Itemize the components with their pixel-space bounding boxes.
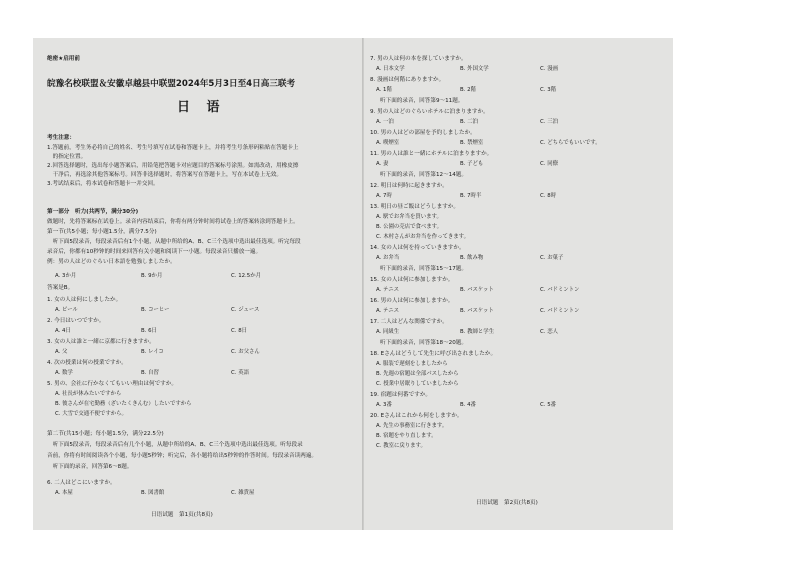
part1-line: 例：男の人はどのぐらい日本語を勉強しましたか。 — [47, 259, 176, 265]
question-stem: 14. 女の人は何を持っていきますか。 — [370, 245, 465, 251]
page-footer-1: 日语试题 第1页(共8页) — [151, 512, 213, 518]
answer-option: A. 社長が休みたいですから — [55, 391, 122, 397]
notes-title: 考生注意： — [47, 135, 75, 141]
example-option: B. 9か月 — [141, 273, 163, 279]
answer-option: B. 子ども — [460, 161, 484, 167]
answer-option: B. 教師と学生 — [460, 329, 495, 335]
answer-option: A. 先生の事務室に行きます。 — [376, 423, 448, 429]
question-stem: 17. 二人はどんな関係ですか。 — [370, 319, 448, 325]
answer-option: B. 自習 — [141, 370, 159, 376]
section-instruction: 听下面的录音，回答第12～14题。 — [380, 172, 467, 178]
exam-title: 皖豫名校联盟＆安徽卓越县中联盟2024年5月3日至4日高三联考 — [47, 79, 296, 89]
answer-option: C. 教室に戻ります。 — [376, 443, 426, 449]
part1-line: 做题时，先将答案标在试卷上。录音内容结束后，你将有两分钟时间将试卷上的答案转涂到答题卡上。 — [47, 219, 299, 225]
answer-option: A. 駅でお弁当を買います。 — [376, 214, 442, 220]
answer-option: A. 1階 — [376, 87, 392, 93]
answer-option: C. 木村さんがお弁当を作ってきます。 — [376, 234, 470, 240]
answer-option: C. バドミントン — [540, 287, 580, 293]
question-stem: 16. 男の人は何に参加しますか。 — [370, 298, 454, 304]
answer-option: A. 服装で遅刻をしましたから — [376, 361, 448, 367]
secret-tag: 绝密★启用前 — [47, 56, 80, 62]
answer-option: B. 彼さんが在宅勤務（ざいたくきんむ）したいですから — [55, 401, 192, 407]
part1-line: 录音后，你都有10秒钟的时间来回答有关小题和阅读下一小题。每段录音只播放一遍。 — [47, 249, 262, 255]
question-stem: 7. 男の人は何の本を探していますか。 — [370, 56, 467, 62]
part2-line: 音前，你将有时间阅读各个小题，每小题5秒钟；听完后，各小题将给出5秒钟的作答时间。每段录音读两遍。 — [47, 453, 318, 459]
answer-option: B. コーヒー — [141, 307, 170, 313]
answer-option: B. 外国文学 — [460, 66, 489, 72]
answer-option: C. 大雪で交通不便ですから。 — [55, 411, 127, 417]
question-stem: 18. Eさんはどうして先生に呼び出されましたか。 — [370, 351, 497, 357]
answer-option: C. お菓子 — [540, 255, 564, 261]
answer-option: A. 7時 — [376, 193, 392, 199]
answer-option: C. 8時 — [540, 193, 557, 199]
answer-option: A. 喫煙室 — [376, 140, 400, 146]
section-instruction: 听下面的录音，回答第15～17题。 — [380, 266, 467, 272]
question-stem: 12. 明日は何時に起きますか。 — [370, 183, 448, 189]
answer-option: C. バドミントン — [540, 308, 580, 314]
example-option: A. 3か月 — [55, 273, 77, 279]
example-answer: 答案是B。 — [47, 285, 74, 291]
section-instruction: 听下面的录音，回答第9～11题。 — [380, 98, 464, 104]
note-line: 1.答题前，考生务必将自己的姓名、考生号填写在试卷和答题卡上，并将考生号条形码粘贴在答题卡上 — [47, 145, 299, 151]
answer-option: A. 数学 — [55, 370, 73, 376]
answer-option: B. 図書館 — [141, 490, 165, 496]
note-line: 干净后，再选涂其他答案标号。回答非选择题时，将答案写在答题卡上，写在本试卷上无效。 — [47, 172, 282, 178]
answer-option: B. 4番 — [460, 402, 476, 408]
answer-option: A. テニス — [376, 308, 399, 314]
answer-option: B. 2階 — [460, 87, 476, 93]
part2-line: 听下面5段录音，每段录音后有几个小题，从题中所给的A、B、C三个选项中选出最佳选项。听每段录 — [47, 442, 303, 448]
part1-line: 第一节(共5小题；每小题1.5分，满分7.5分) — [47, 229, 157, 235]
answer-option: B. 公園の売店で食べます。 — [376, 224, 442, 230]
question-stem: 20. Eさんはこれから何をしますか。 — [370, 413, 463, 419]
answer-option: C. 恋人 — [540, 329, 558, 335]
answer-option: A. 父 — [55, 349, 68, 355]
question-stem: 4. 次の授業は何の授業ですか。 — [47, 360, 127, 366]
answer-option: A. テニス — [376, 287, 399, 293]
answer-option: C. 英語 — [231, 370, 249, 376]
question-6: 6. 二人はどこにいますか。 — [47, 480, 116, 486]
example-option: C. 12.5か月 — [231, 273, 261, 279]
answer-option: B. レイコ — [141, 349, 164, 355]
answer-option: C. 同僚 — [540, 161, 558, 167]
note-line: 2.回答选择题时，选出每小题答案后，用铅笔把答题卡对应题目的答案标号涂黑。如需改动，用橡皮擦 — [47, 163, 299, 169]
question-stem: 8. 漫画は何階にありますか。 — [370, 77, 445, 83]
answer-option: C. 3階 — [540, 87, 557, 93]
answer-option: A. 本屋 — [55, 490, 73, 496]
answer-option: C. 8日 — [231, 328, 248, 334]
answer-option: B. バスケット — [460, 308, 494, 314]
answer-option: A. 同級生 — [376, 329, 400, 335]
part1-line: 听下面5段录音，每段录音后有1个小题，从题中所给的A、B、C三个选项中选出最佳选项。听完每段 — [47, 239, 301, 245]
answer-option: B. 飲み物 — [460, 255, 484, 261]
question-stem: 1. 女の人は何にしましたか。 — [47, 297, 122, 303]
question-stem: 19. 宿題は何番ですか。 — [370, 392, 432, 398]
part2-line: 听下面的录音，回答第6～8题。 — [47, 464, 133, 470]
answer-option: A. 妻 — [376, 161, 389, 167]
answer-option: A. 4日 — [55, 328, 71, 334]
answer-option: B. 7時半 — [460, 193, 482, 199]
answer-option: C. 漫画 — [540, 66, 558, 72]
answer-option: A. 3番 — [376, 402, 392, 408]
part1-header: 第一部分 听力(共两节，满分30分) — [47, 209, 139, 215]
question-stem: 13. 明日の昼ご飯はどうしますか。 — [370, 204, 459, 210]
answer-option: C. 雑貨屋 — [231, 490, 255, 496]
answer-option: B. 禁煙室 — [460, 140, 484, 146]
part2-line: 第二节(共15小题；每小题1.5分，满分22.5分) — [47, 431, 164, 437]
question-stem: 3. 女の人は誰と一緒に京都に行きますか。 — [47, 339, 155, 345]
answer-option: B. バスケット — [460, 287, 494, 293]
question-stem: 11. 男の人は誰と一緒にホテルに泊まりますか。 — [370, 151, 493, 157]
question-stem: 9. 男の人はどのぐらいホテルに泊まりますか。 — [370, 109, 489, 115]
question-stem: 15. 女の人は何に参加しますか。 — [370, 277, 454, 283]
page-footer-2: 日语试题 第2页(共8页) — [476, 500, 538, 506]
answer-option: B. 先週の宿題は全部パスしたから — [376, 371, 459, 377]
exam-page-1 — [33, 38, 364, 530]
answer-option: C. お父さん — [231, 349, 260, 355]
exam-page-2 — [364, 38, 673, 530]
answer-option: A. お弁当 — [376, 255, 400, 261]
exam-photo — [33, 38, 673, 530]
note-line: 3.考试结束后，将本试卷和答题卡一并交回。 — [47, 181, 159, 187]
note-line: 的指定位置。 — [47, 154, 87, 160]
question-5: 5. 男の、会社に行かなくてもいい理由は何ですか。 — [47, 381, 177, 387]
answer-option: B. 6日 — [141, 328, 157, 334]
answer-option: C. 三泊 — [540, 119, 558, 125]
answer-option: C. 授業中居眠りしていましたから — [376, 381, 459, 387]
subject-heading: 日 语 — [177, 100, 226, 115]
question-stem: 2. 今日はいつですか。 — [47, 318, 105, 324]
answer-option: A. 日本文学 — [376, 66, 405, 72]
answer-option: A. ビール — [55, 307, 78, 313]
answer-option: C. 5番 — [540, 402, 557, 408]
answer-option: A. 一泊 — [376, 119, 394, 125]
answer-option: C. どちらでもいいです。 — [540, 140, 601, 146]
answer-option: C. ジュース — [231, 307, 260, 313]
answer-option: B. 二泊 — [460, 119, 478, 125]
question-stem: 10. 男の人はどの部屋を予約しましたか。 — [370, 130, 476, 136]
section-instruction: 听下面的录音，回答第18～20题。 — [380, 340, 467, 346]
answer-option: B. 宿題をやり直します。 — [376, 433, 437, 439]
